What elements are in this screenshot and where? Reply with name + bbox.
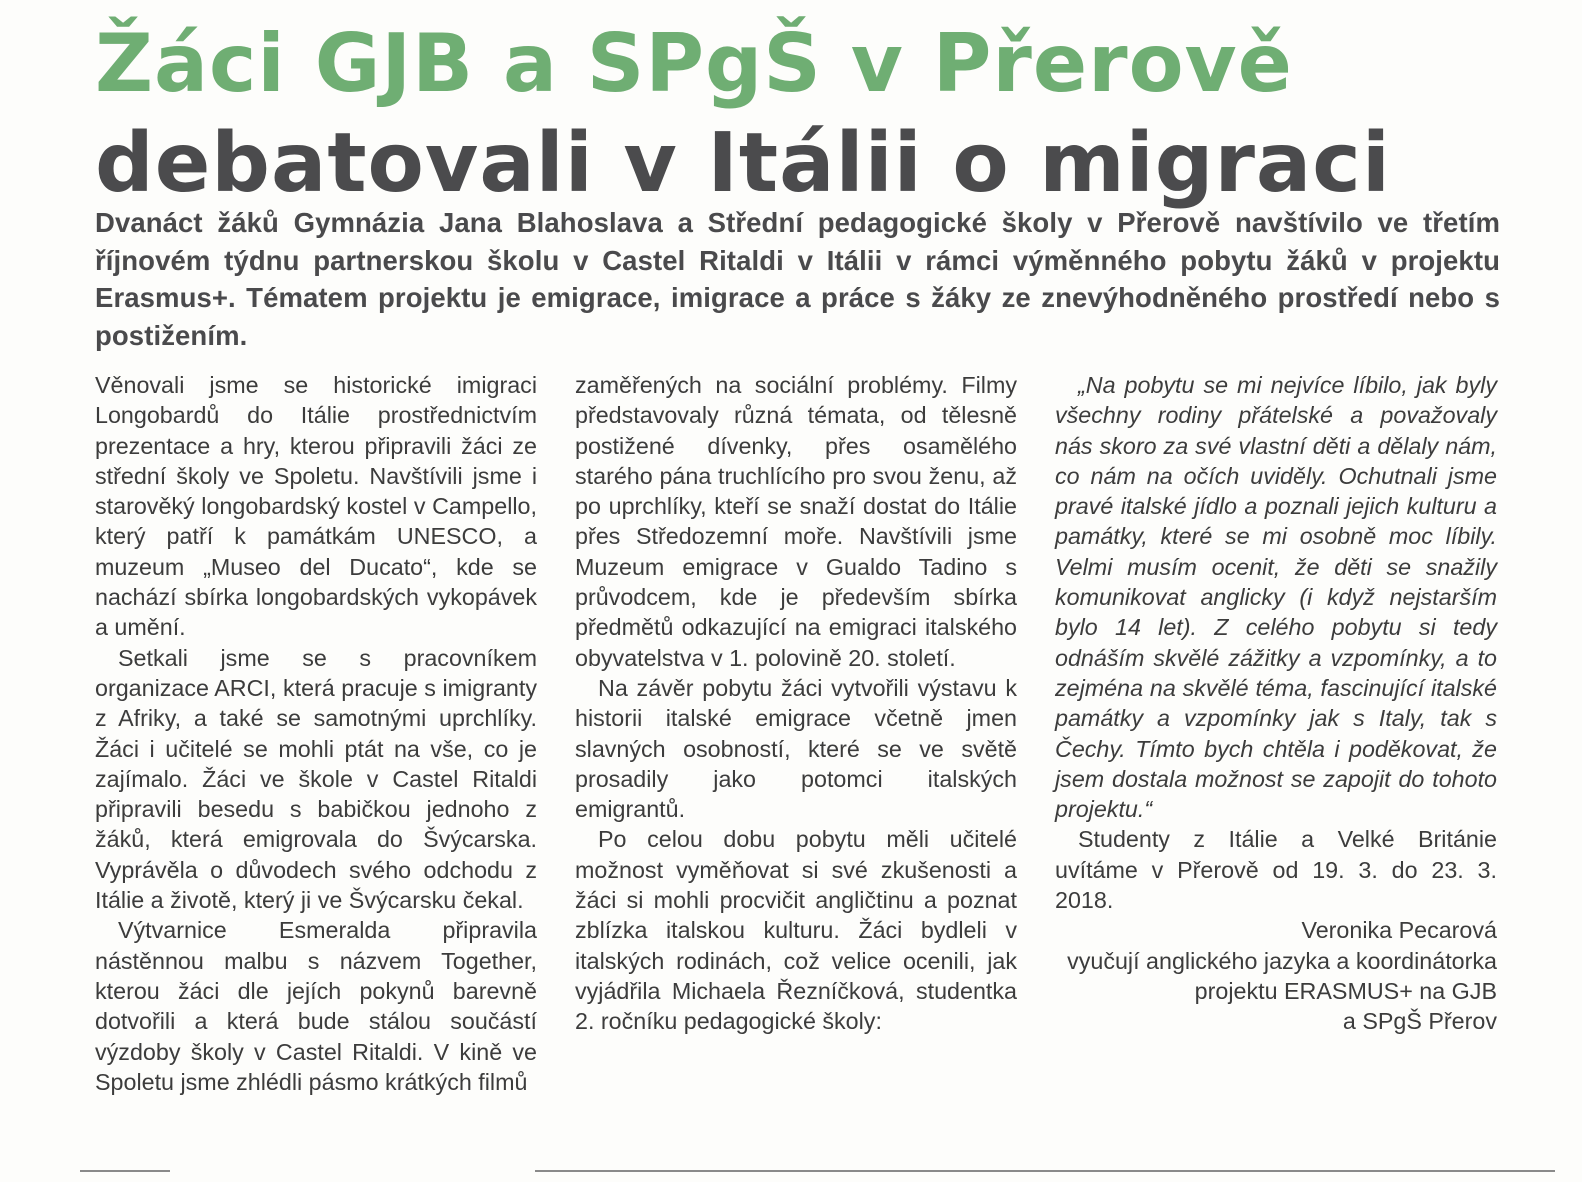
bottom-rule-right [535, 1170, 1555, 1172]
paragraph-4: Na závěr pobytu žáci vytvořili výstavu k historii italské emigrace včetně jmen slavných osobností, které se ve světě prosadily jako potomci italských emigrantů. [575, 674, 1017, 823]
student-quote: „Na pobytu se mi nejvíce líbilo, jak byly všechny rodiny přátelské a považovaly nás skoro za své vlastní děti a dělaly nám, co nám na očích uviděly. Ochutnali jsme pravé italské jídlo a poznali jejich kulturu a památky, které se mi osobně moc líbily. Velmi musím ocenit, že děti se snažily komunikovat anglicky (i když nejstarším bylo 14 let). Z celého pobytu si tedy odnáším skvělé zážitky a vzpomínky, a to zejména na skvělé téma, fascinující italské památky a vzpomínky jak s Italy, tak s Čechy. Tímto bych chtěla i poděkovat, že jsem dostala možnost se zapojit do tohoto projektu.“ [1055, 372, 1497, 823]
paragraph-3-continued: zaměřených na sociální problémy. Filmy představovaly různá témata, od tělesně postižené dívenky, přes osamělého starého pána truchlícího pro svou ženu, až po uprchlíky, kteří se snaží dostat do Itálie přes Středozemní moře. Navštívili jsme Muzeum emigrace v Gualdo Tadino s průvodcem, kde je především sbírka předmětů odkazující na emigraci italského obyvatelstva v 1. polovině 20. století. [575, 372, 1017, 671]
article-column-3 [1055, 370, 1497, 1037]
article-column-2 [575, 370, 1017, 1037]
paragraph-5: Po celou dobu pobytu měli učitelé možnost vyměňovat si své zkušenosti a žáci si mohli procvičit angličtinu a poznat zblízka italskou kulturu. Žáci bydleli v italských rodinách, což velice ocenili, jak vyjádřila Michaela Řezníčková, studentka 2. ročníku pedagogické školy: [575, 826, 1017, 1035]
author-role-line-2: a SPgŠ Přerov [1342, 1008, 1497, 1035]
headline-line-1: Žáci GJB a SPgŠ v Přerově [95, 17, 1293, 110]
article-lead: Dvanáct žáků Gymnázia Jana Blahoslava a Střední pedagogické školy v Přerově navštívilo ve třetím říjnovém týdnu partnerskou školu v Castel Ritaldi v Itálii v rámci výměnného pobytu žáků v projektu Erasmus+. Tématem projektu je emigrace, imigrace a práce s žáky ze znevýhodněného prostředí nebo s postižením. [95, 207, 1500, 351]
paragraph-2: Setkali jsme se s pracovníkem organizace ARCI, která pracuje s imigranty z Afriky, a také se samotnými uprchlíky. Žáci i učitelé se mohli ptát na vše, co je zajímalo. Žáci ve škole v Castel Ritaldi připravili besedu s babičkou jednoho z žáků, která emigrovala do Švýcarska. Vyprávěla o důvodech svého odchodu z Itálie a životě, který ji ve Švýcarsku čekal. [95, 644, 537, 914]
article-column-1 [95, 370, 537, 1097]
paragraph-3: Výtvarnice Esmeralda připravila nástěnnou malbu s názvem Together, kterou žáci dle jejích pokynů barevně dotvořili a která bude stálou součástí výzdoby školy v Castel Ritaldi. V kině ve Spoletu jsme zhlédli pásmo krátkých filmů [95, 917, 537, 1095]
article-headline [95, 14, 1525, 214]
author-role-line-1: vyučují anglického jazyka a koordinátorka projektu ERASMUS+ na GJB [1067, 947, 1497, 1004]
bottom-rule-left [80, 1170, 170, 1172]
author-name: Veronika Pecarová [1301, 917, 1497, 944]
paragraph-1: Věnovali jsme se historické imigraci Longobardů do Itálie prostřednictvím prezentace a hry, kterou připravili žáci ze střední školy ve Spoletu. Navštívili jsme i starověký longobardský kostel v Campello, který patří k památkám UNESCO, a muzeum „Museo del Ducato“, kde se nachází sbírka longobardských vykopávek a umění. [95, 372, 537, 641]
headline-line-2: debatovali v Itálii o migraci [95, 116, 1391, 211]
closing-paragraph: Studenty z Itálie a Velké Británie uvítáme v Přerově od 19. 3. do 23. 3. 2018. [1055, 826, 1497, 914]
